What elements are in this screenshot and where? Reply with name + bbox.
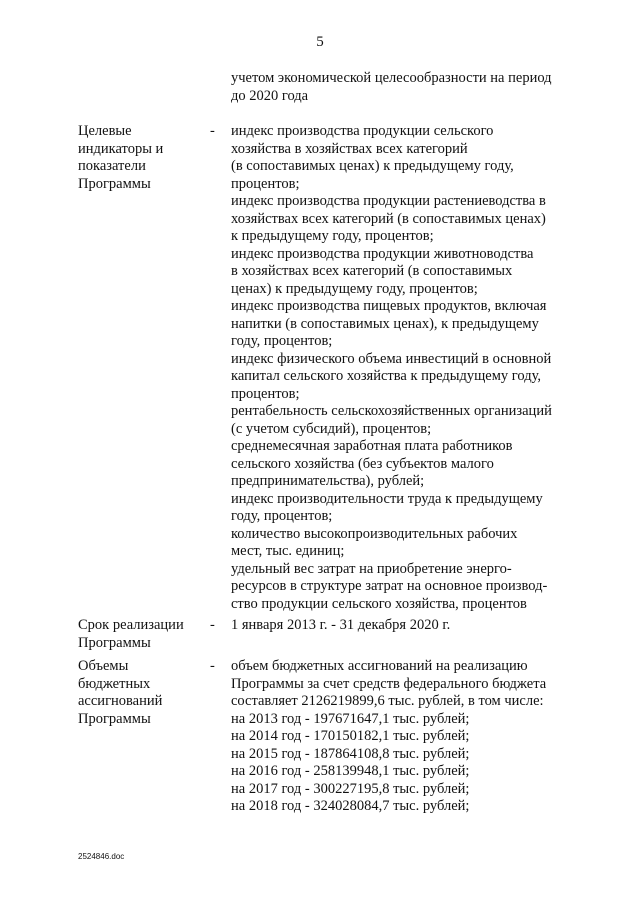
content-line: сельского хозяйства (без субъектов малого	[231, 455, 494, 472]
intro-line: до 2020 года	[231, 87, 309, 104]
label-line: Целевые	[78, 123, 132, 139]
intro-text	[231, 70, 591, 105]
content-line: мест, тыс. единиц;	[231, 543, 345, 559]
content-line: удельный вес затрат на приобретение энерго-	[231, 560, 512, 577]
content-line: объем бюджетных ассигнований на реализацию	[231, 658, 528, 674]
content-line: (в сопоставимых ценах) к предыдущему году,	[231, 158, 514, 174]
content-line: на 2018 год - 324028084,7 тыс. рублей;	[231, 798, 470, 814]
content-line: к предыдущему году, процентов;	[231, 228, 434, 244]
content-line: на 2016 год - 258139948,1 тыс. рублей;	[231, 763, 470, 779]
section-label	[78, 617, 198, 652]
section-dash: -	[210, 658, 215, 674]
section-content	[231, 123, 596, 613]
content-line: ценах) к предыдущему году, процентов;	[231, 280, 478, 297]
intro-line: учетом экономической целесообразности на период	[231, 70, 552, 86]
content-line: индекс производства продукции животноводства	[231, 245, 534, 262]
content-line: (с учетом субсидий), процентов;	[231, 420, 432, 437]
section-content	[231, 658, 596, 816]
label-line: Программы	[78, 710, 151, 727]
content-line: 1 января 2013 г. - 31 декабря 2020 г.	[231, 617, 451, 633]
content-line: Программы за счет средств федерального бюджета	[231, 675, 547, 692]
label-line: Программы	[78, 175, 151, 192]
content-line: индекс физического объема инвестиций в основной	[231, 350, 552, 367]
content-line: на 2013 год - 197671647,1 тыс. рублей;	[231, 710, 470, 727]
content-line: составляет 2126219899,6 тыс. рублей, в том числе:	[231, 693, 544, 709]
content-line: на 2017 год - 300227195,8 тыс. рублей;	[231, 780, 470, 797]
section-label	[78, 658, 198, 728]
section-label	[78, 123, 198, 193]
content-line: хозяйства в хозяйствах всех категорий	[231, 140, 468, 157]
content-line: индекс производства продукции растениеводства в	[231, 193, 546, 209]
content-line: в хозяйствах всех категорий (в сопоставимых	[231, 263, 513, 279]
content-line: на 2014 год - 170150182,1 тыс. рублей;	[231, 728, 470, 744]
label-line: показатели	[78, 158, 146, 174]
section-content	[231, 617, 596, 635]
content-line: процентов;	[231, 175, 300, 192]
content-line: году, процентов;	[231, 333, 333, 349]
content-line: напитки (в сопоставимых ценах), к предыдущему	[231, 315, 539, 332]
label-line: ассигнований	[78, 693, 163, 709]
label-line: индикаторы и	[78, 140, 164, 157]
content-line: индекс производства пищевых продуктов, включая	[231, 298, 547, 314]
label-line: Объемы	[78, 658, 129, 674]
document-filename: 2524846.doc	[78, 852, 125, 861]
content-line: процентов;	[231, 385, 300, 402]
content-line: ство продукции сельского хозяйства, процентов	[231, 595, 527, 612]
label-line: бюджетных	[78, 675, 151, 692]
label-line: Срок реализации	[78, 617, 184, 633]
content-line: хозяйствах всех категорий (в сопоставимых ценах)	[231, 210, 546, 227]
content-line: среднемесячная заработная плата работников	[231, 438, 513, 454]
content-line: ресурсов в структуре затрат на основное производ-	[231, 578, 548, 594]
page-number: 5	[316, 34, 324, 50]
section-dash: -	[210, 123, 215, 139]
content-line: индекс производительности труда к предыдущему	[231, 490, 543, 507]
content-line: рентабельность сельскохозяйственных организаций	[231, 403, 552, 419]
content-line: на 2015 год - 187864108,8 тыс. рублей;	[231, 745, 470, 762]
label-line: Программы	[78, 634, 151, 651]
content-line: капитал сельского хозяйства к предыдущему году,	[231, 368, 542, 384]
content-line: индекс производства продукции сельского	[231, 123, 494, 139]
section-dash: -	[210, 617, 215, 633]
content-line: количество высокопроизводительных рабочих	[231, 525, 518, 542]
content-line: году, процентов;	[231, 508, 333, 524]
content-line: предпринимательства), рублей;	[231, 473, 425, 489]
